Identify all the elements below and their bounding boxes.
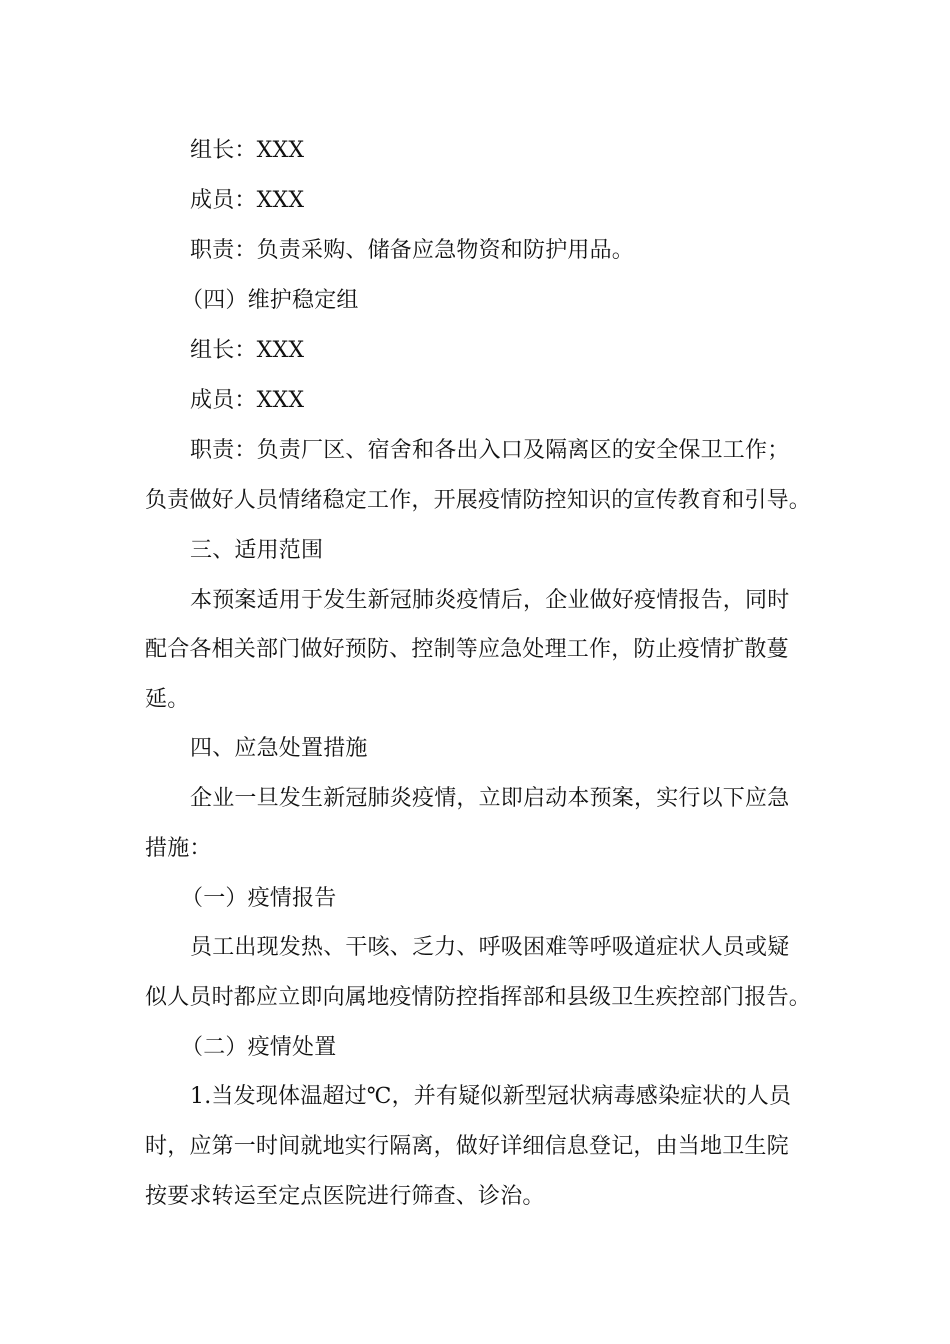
- section-heading-scope: 三、适用范围: [190, 538, 324, 563]
- body-text-line: 负责做好人员情绪稳定工作，开展疫情防控知识的宣传教育和引导。: [145, 488, 812, 513]
- group-members-line: 成员：XXX: [190, 188, 305, 213]
- body-text-line: 企业一旦发生新冠肺炎疫情，立即启动本预案，实行以下应急: [190, 786, 790, 811]
- body-text-line: 员工出现发热、干咳、乏力、呼吸困难等呼吸道症状人员或疑: [190, 935, 790, 960]
- group-leader-line: 组长：XXX: [190, 138, 305, 163]
- group-members-line: 成员：XXX: [190, 388, 305, 413]
- body-text-line: 延。: [145, 687, 190, 712]
- section-heading-stability-group: （四）维护稳定组: [181, 288, 359, 313]
- body-text-line: 按要求转运至定点医院进行筛查、诊治。: [145, 1184, 545, 1209]
- body-text-line: 似人员时都应立即向属地疫情防控指挥部和县级卫生疾控部门报告。: [145, 985, 812, 1010]
- body-text-line: 时，应第一时间就地实行隔离，做好详细信息登记，由当地卫生院: [145, 1134, 789, 1159]
- body-text-line: 1.当发现体温超过℃，并有疑似新型冠状病毒感染症状的人员: [190, 1084, 792, 1109]
- body-text-line: 措施：: [145, 836, 212, 861]
- body-text-line: 本预案适用于发生新冠肺炎疫情后，企业做好疫情报告，同时: [190, 588, 790, 613]
- body-text-line: 配合各相关部门做好预防、控制等应急处理工作，防止疫情扩散蔓: [145, 637, 789, 662]
- subsection-heading-report: （一）疫情报告: [181, 886, 337, 911]
- section-heading-emergency-measures: 四、应急处置措施: [190, 736, 368, 761]
- group-leader-line: 组长：XXX: [190, 338, 305, 363]
- duty-line: 职责：负责厂区、宿舍和各出入口及隔离区的安全保卫工作；: [190, 438, 790, 463]
- subsection-heading-handling: （二）疫情处置: [181, 1035, 337, 1060]
- duty-line: 职责：负责采购、储备应急物资和防护用品。: [190, 238, 635, 263]
